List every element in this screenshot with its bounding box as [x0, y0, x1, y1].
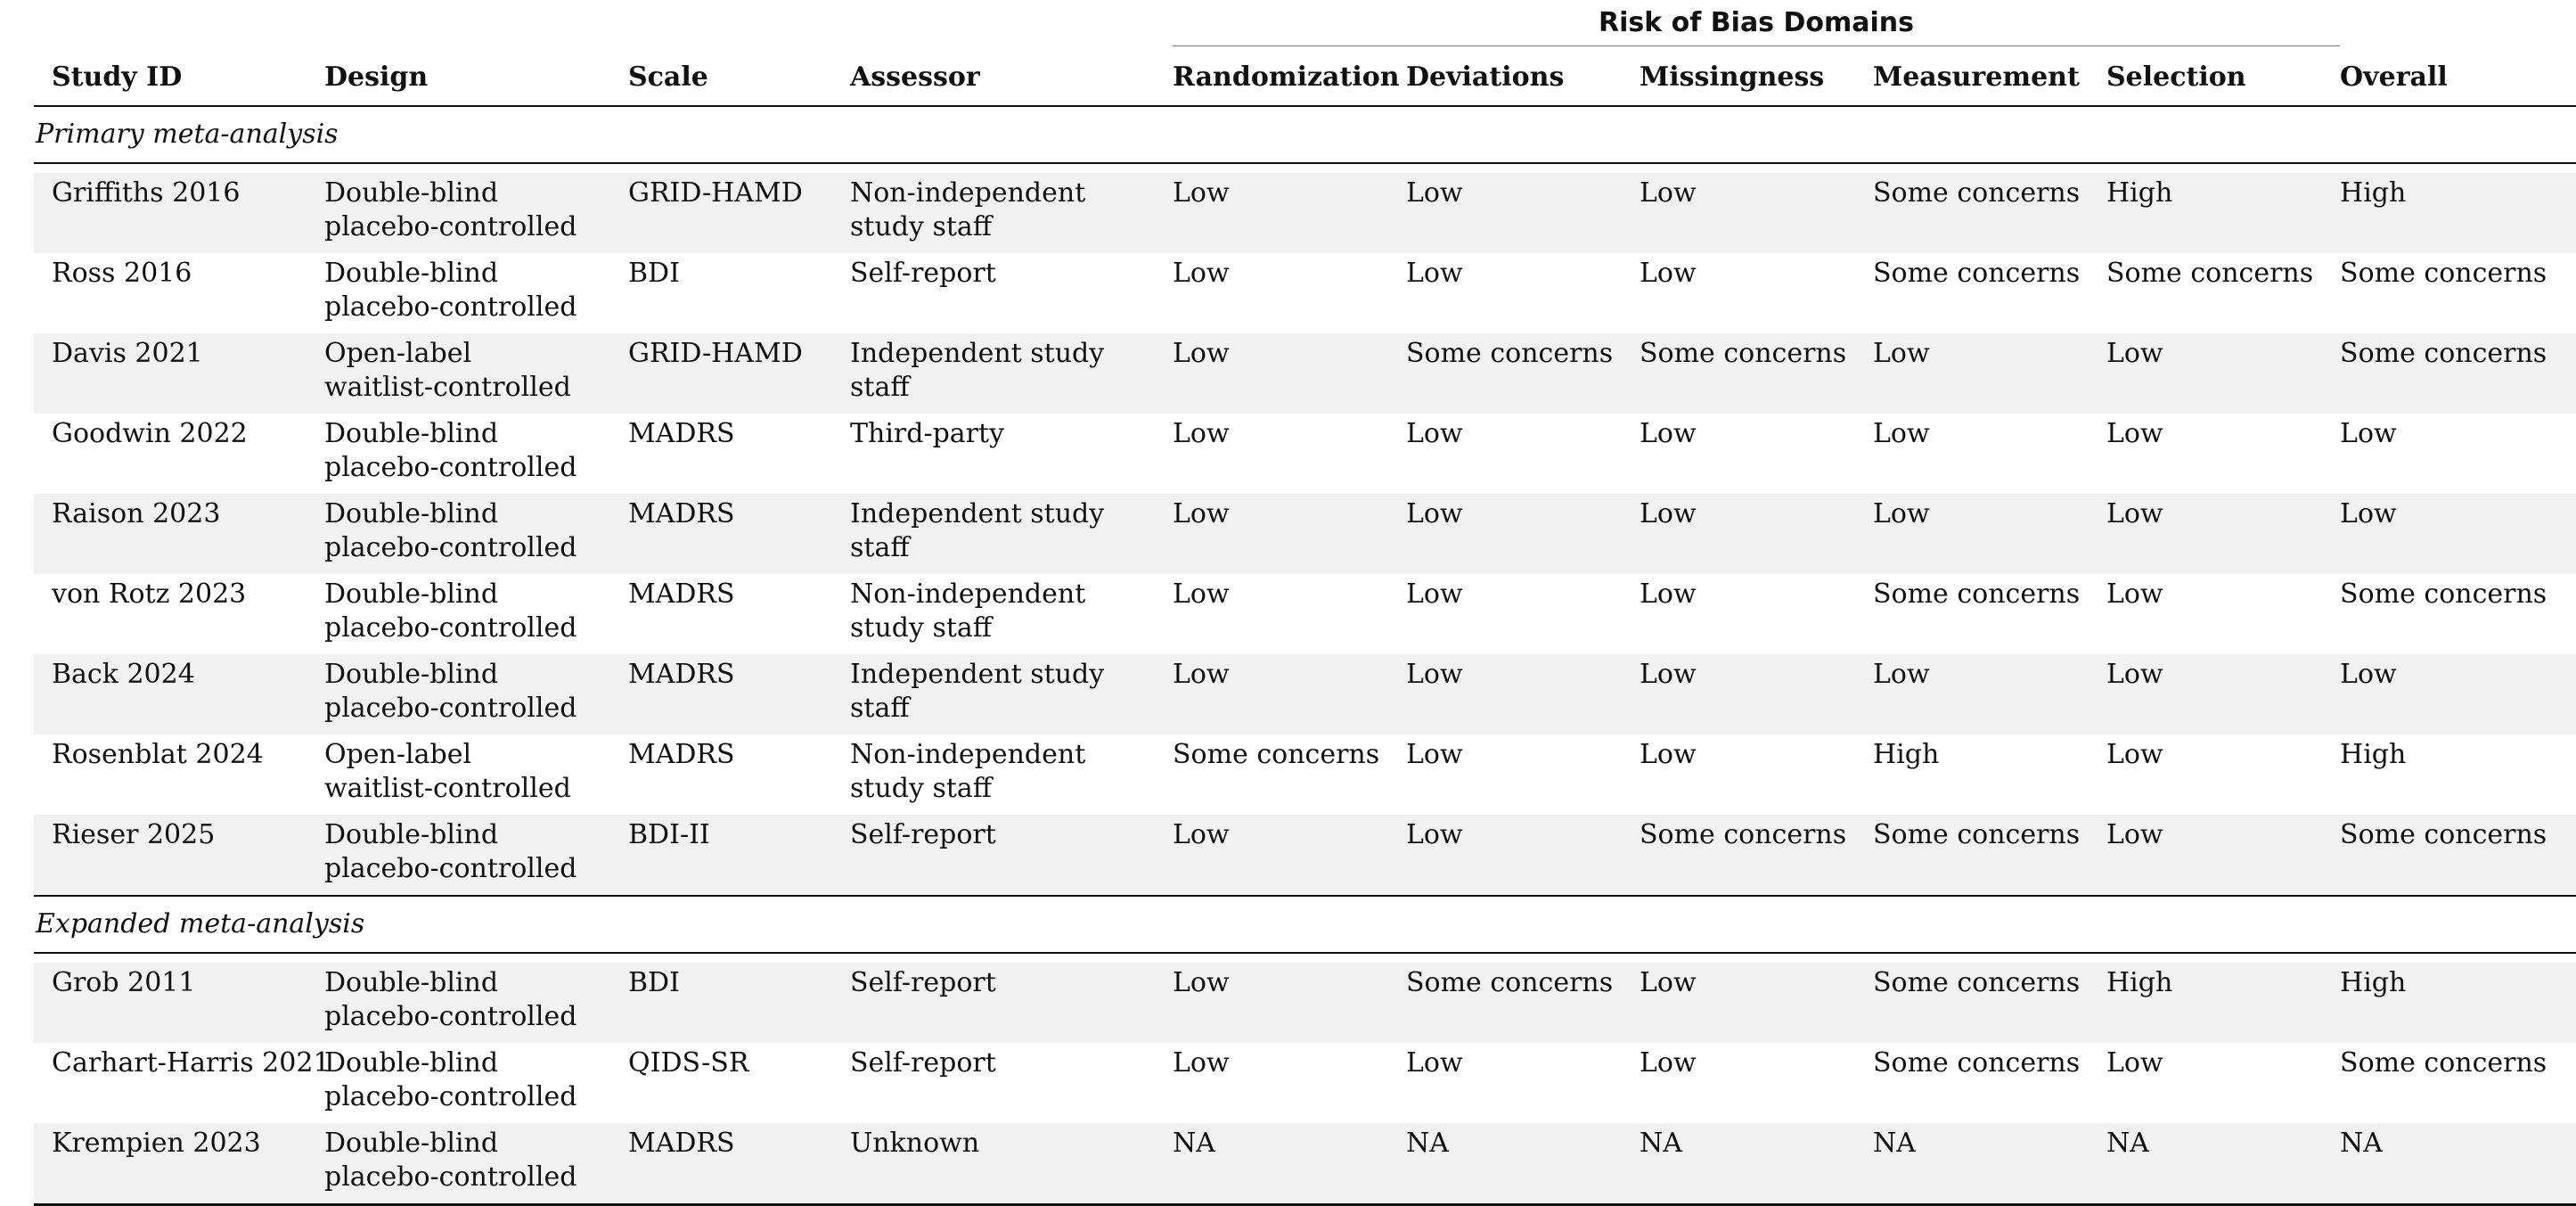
- cell-overall: Low: [2340, 418, 2397, 449]
- assessor-line: Self-report: [850, 1047, 996, 1079]
- design-line: Double-blind: [324, 418, 499, 449]
- cell-missingness: NA: [1640, 1123, 1873, 1205]
- cell-study-id: von Rotz 2023: [52, 578, 247, 610]
- cell-selection: Low: [2106, 333, 2340, 414]
- cell-missingness: Low: [1640, 654, 1873, 734]
- cell-overall: Some concerns: [2340, 815, 2576, 896]
- cell-randomization: Low: [1173, 963, 1406, 1043]
- cell-scale: BDI-II: [628, 815, 850, 896]
- table-body: [34, 106, 2576, 1205]
- cell-deviations: Low: [1406, 494, 1640, 574]
- cell-selection: High: [2106, 963, 2340, 1043]
- table-row: [34, 654, 2576, 734]
- section-header-row: [34, 106, 2576, 163]
- cell-measurement: Low: [1873, 494, 2106, 574]
- table-row: [34, 253, 2576, 333]
- assessor-line: Independent study: [850, 659, 1105, 690]
- cell-scale: QIDS-SR: [628, 1047, 749, 1079]
- cell-missingness: Low: [1640, 418, 1697, 449]
- cell-design: [324, 963, 628, 1043]
- cell-design: [324, 173, 628, 253]
- design-line: Double-blind: [324, 177, 499, 209]
- cell-assessor: [850, 173, 1173, 253]
- cell-selection: Some concerns: [2106, 258, 2314, 289]
- cell-randomization: Low: [1173, 815, 1406, 896]
- spacer-cell: [34, 163, 2576, 173]
- col-header-overall: Overall: [2340, 46, 2576, 106]
- design-line: placebo-controlled: [324, 1081, 577, 1112]
- cell-randomization: Some concerns: [1173, 739, 1380, 770]
- col-header-deviations: Deviations: [1406, 46, 1640, 106]
- design-line: Double-blind: [324, 819, 499, 850]
- cell-scale: MADRS: [628, 739, 735, 770]
- assessor-line: Self-report: [850, 258, 996, 289]
- table-row: [34, 333, 2576, 414]
- design-line: placebo-controlled: [324, 211, 577, 242]
- cell-missingness: Some concerns: [1640, 815, 1873, 896]
- design-line: Open-label: [324, 338, 472, 369]
- cell-overall: Some concerns: [2340, 333, 2576, 414]
- design-line: placebo-controlled: [324, 693, 577, 724]
- table-row: [34, 173, 2576, 253]
- cell-missingness: Low: [1640, 258, 1697, 289]
- cell-overall: Low: [2340, 494, 2576, 574]
- cell-design: [324, 574, 628, 654]
- cell-selection: NA: [2106, 1123, 2340, 1205]
- cell-scale: MADRS: [628, 418, 735, 449]
- col-header-scale: Scale: [628, 46, 850, 106]
- cell-overall: Low: [2340, 654, 2576, 734]
- table-row: [34, 815, 2576, 896]
- col-header-study-id: Study ID: [34, 46, 324, 106]
- cell-study-id: Krempien 2023: [34, 1123, 324, 1205]
- cell-randomization: Low: [1173, 1047, 1230, 1079]
- assessor-line: Unknown: [850, 1128, 980, 1159]
- section-header-row: [34, 896, 2576, 953]
- cell-study-id: Grob 2011: [34, 963, 324, 1043]
- table-row: [34, 414, 2576, 494]
- cell-deviations: Some concerns: [1406, 963, 1640, 1043]
- cell-scale: MADRS: [628, 1123, 850, 1205]
- cell-randomization: NA: [1173, 1123, 1406, 1205]
- cell-measurement: Some concerns: [1873, 1047, 2081, 1079]
- cell-design: [324, 1043, 628, 1123]
- cell-deviations: Low: [1406, 815, 1640, 896]
- cell-selection: Low: [2106, 418, 2163, 449]
- cell-study-id: Griffiths 2016: [34, 173, 324, 253]
- cell-overall: NA: [2340, 1123, 2576, 1205]
- cell-scale: BDI: [628, 963, 850, 1043]
- assessor-line: Non-independent: [850, 578, 1086, 610]
- assessor-line: Independent study: [850, 498, 1105, 529]
- cell-design: [324, 253, 628, 333]
- assessor-line: staff: [850, 372, 910, 403]
- cell-overall: High: [2340, 739, 2407, 770]
- design-line: Double-blind: [324, 1047, 499, 1079]
- design-line: placebo-controlled: [324, 1001, 577, 1032]
- cell-measurement: Some concerns: [1873, 173, 2106, 253]
- cell-overall: Some concerns: [2340, 578, 2547, 610]
- cell-design: [324, 494, 628, 574]
- cell-selection: Low: [2106, 815, 2340, 896]
- cell-design: [324, 654, 628, 734]
- assessor-line: Independent study: [850, 338, 1105, 369]
- cell-study-id: Rosenblat 2024: [52, 739, 264, 770]
- group-header-risk-of-bias: [1173, 0, 2340, 46]
- col-header-design: Design: [324, 46, 628, 106]
- design-line: Double-blind: [324, 578, 499, 610]
- cell-measurement: Low: [1873, 333, 2106, 414]
- design-line: Double-blind: [324, 498, 499, 529]
- assessor-line: Self-report: [850, 819, 996, 850]
- cell-scale: MADRS: [628, 578, 735, 610]
- cell-randomization: Low: [1173, 333, 1406, 414]
- col-header-missingness: Missingness: [1640, 46, 1873, 106]
- cell-overall: Some concerns: [2340, 1047, 2547, 1079]
- cell-missingness: Low: [1640, 494, 1873, 574]
- cell-randomization: Low: [1173, 258, 1230, 289]
- cell-design: [324, 333, 628, 414]
- spacer-row: [34, 163, 2576, 173]
- cell-scale: GRID-HAMD: [628, 333, 850, 414]
- cell-scale: BDI: [628, 258, 680, 289]
- cell-missingness: Low: [1640, 578, 1697, 610]
- cell-study-id: Back 2024: [34, 654, 324, 734]
- cell-deviations: Low: [1406, 578, 1463, 610]
- cell-assessor: [850, 963, 1173, 1043]
- cell-selection: Low: [2106, 494, 2340, 574]
- cell-overall: High: [2340, 173, 2576, 253]
- cell-design: [324, 414, 628, 494]
- cell-assessor: [850, 414, 1173, 494]
- group-header-label: Risk of Bias Domains: [1599, 7, 1914, 38]
- design-line: placebo-controlled: [324, 1161, 577, 1193]
- design-line: Double-blind: [324, 659, 499, 690]
- cell-assessor: [850, 654, 1173, 734]
- cell-design: [324, 815, 628, 896]
- cell-randomization: Low: [1173, 418, 1230, 449]
- cell-assessor: [850, 333, 1173, 414]
- assessor-line: Non-independent: [850, 177, 1086, 209]
- cell-selection: Low: [2106, 739, 2163, 770]
- design-line: Double-blind: [324, 967, 499, 998]
- cell-assessor: [850, 815, 1173, 896]
- cell-measurement: NA: [1873, 1123, 2106, 1205]
- cell-deviations: Low: [1406, 258, 1463, 289]
- cell-measurement: High: [1873, 739, 1940, 770]
- cell-study-id: Carhart-Harris 2021: [52, 1047, 331, 1079]
- design-line: waitlist-controlled: [324, 372, 571, 403]
- table-row: [34, 963, 2576, 1043]
- section-label: Expanded meta-analysis: [34, 896, 2576, 953]
- cell-assessor: [850, 253, 1173, 333]
- spacer-cell: [34, 953, 2576, 963]
- cell-study-id: Davis 2021: [34, 333, 324, 414]
- cell-assessor: [850, 494, 1173, 574]
- assessor-line: study staff: [850, 211, 993, 242]
- cell-assessor: [850, 734, 1173, 815]
- cell-missingness: Low: [1640, 963, 1873, 1043]
- assessor-line: Non-independent: [850, 739, 1086, 770]
- cell-study-id: Ross 2016: [52, 258, 192, 289]
- cell-design: [324, 734, 628, 815]
- table-row: [34, 734, 2576, 815]
- cell-randomization: Low: [1173, 173, 1406, 253]
- assessor-line: Third-party: [850, 418, 1005, 449]
- cell-deviations: Low: [1406, 418, 1463, 449]
- cell-study-id: Raison 2023: [34, 494, 324, 574]
- cell-measurement: Some concerns: [1873, 578, 2081, 610]
- cell-deviations: NA: [1406, 1123, 1640, 1205]
- cell-selection: Low: [2106, 1047, 2163, 1079]
- cell-selection: High: [2106, 173, 2340, 253]
- spacer-row: [34, 953, 2576, 963]
- cell-measurement: Some concerns: [1873, 963, 2106, 1043]
- cell-missingness: Some concerns: [1640, 333, 1873, 414]
- cell-measurement: Some concerns: [1873, 258, 2081, 289]
- cell-missingness: Low: [1640, 739, 1697, 770]
- cell-measurement: Low: [1873, 418, 1930, 449]
- assessor-line: study staff: [850, 612, 993, 644]
- group-header-row: [34, 0, 2576, 46]
- risk-of-bias-table: [34, 0, 2576, 1206]
- cell-assessor: [850, 1043, 1173, 1123]
- group-header-spacer-right: [2340, 0, 2576, 46]
- section-label: Primary meta-analysis: [34, 106, 2576, 163]
- cell-measurement: Some concerns: [1873, 815, 2106, 896]
- cell-selection: Low: [2106, 654, 2340, 734]
- table-row: [34, 1043, 2576, 1123]
- cell-study-id: Goodwin 2022: [52, 418, 248, 449]
- design-line: placebo-controlled: [324, 291, 577, 323]
- col-header-measurement: Measurement: [1873, 46, 2106, 106]
- design-line: Double-blind: [324, 1128, 499, 1159]
- column-header-row: [34, 46, 2576, 106]
- col-header-randomization: Randomization: [1173, 46, 1406, 106]
- cell-scale: MADRS: [628, 494, 850, 574]
- cell-scale: GRID-HAMD: [628, 173, 850, 253]
- table: [34, 0, 2576, 1206]
- design-line: Open-label: [324, 739, 472, 770]
- cell-scale: MADRS: [628, 654, 850, 734]
- assessor-line: staff: [850, 532, 910, 563]
- cell-randomization: Low: [1173, 654, 1406, 734]
- cell-overall: High: [2340, 963, 2576, 1043]
- design-line: placebo-controlled: [324, 612, 577, 644]
- cell-deviations: Some concerns: [1406, 333, 1640, 414]
- cell-missingness: Low: [1640, 1047, 1697, 1079]
- group-header-rule: [1173, 45, 2340, 46]
- cell-selection: Low: [2106, 578, 2163, 610]
- design-line: placebo-controlled: [324, 853, 577, 884]
- cell-deviations: Low: [1406, 739, 1463, 770]
- table-row: [34, 574, 2576, 654]
- assessor-line: staff: [850, 693, 910, 724]
- design-line: waitlist-controlled: [324, 773, 571, 804]
- cell-deviations: Low: [1406, 654, 1640, 734]
- cell-deviations: Low: [1406, 173, 1640, 253]
- cell-randomization: Low: [1173, 494, 1406, 574]
- design-line: placebo-controlled: [324, 532, 577, 563]
- col-header-assessor: Assessor: [850, 46, 1173, 106]
- table-row: [34, 494, 2576, 574]
- cell-missingness: Low: [1640, 173, 1873, 253]
- cell-measurement: Low: [1873, 654, 2106, 734]
- cell-study-id: Rieser 2025: [34, 815, 324, 896]
- design-line: Double-blind: [324, 258, 499, 289]
- assessor-line: Self-report: [850, 967, 996, 998]
- cell-randomization: Low: [1173, 578, 1230, 610]
- group-header-spacer: [34, 0, 1173, 46]
- cell-assessor: [850, 574, 1173, 654]
- design-line: placebo-controlled: [324, 452, 577, 483]
- cell-overall: Some concerns: [2340, 258, 2547, 289]
- cell-deviations: Low: [1406, 1047, 1463, 1079]
- col-header-selection: Selection: [2106, 46, 2340, 106]
- assessor-line: study staff: [850, 773, 993, 804]
